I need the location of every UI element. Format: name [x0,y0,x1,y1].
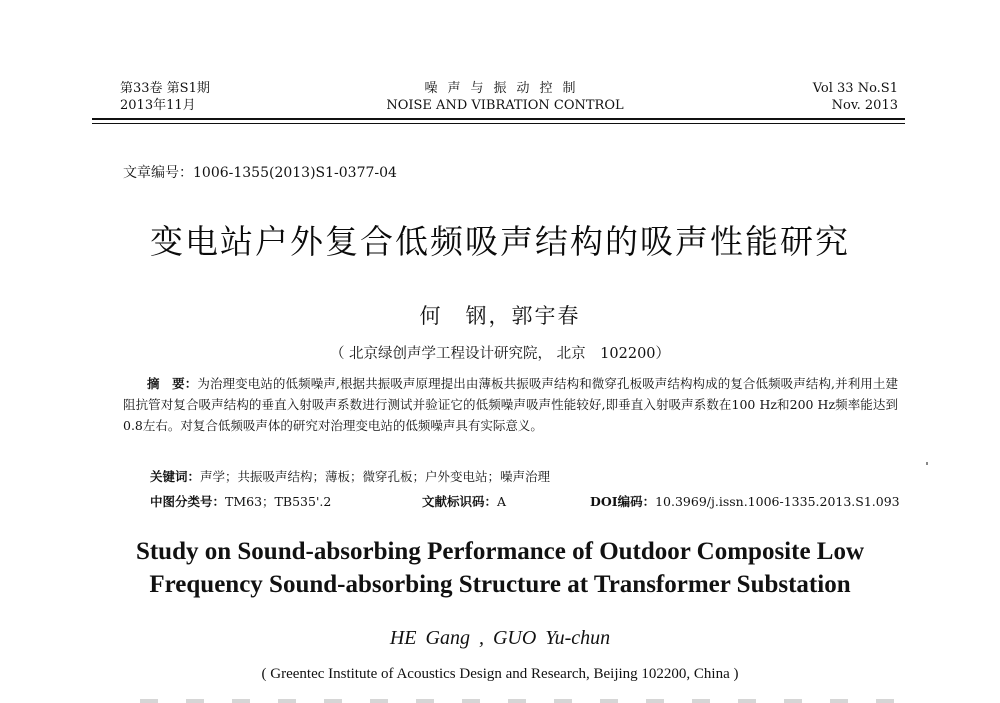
affiliation-english: ( Greentec Institute of Acoustics Design and Research, Beijing 102200, China ) [261,666,739,682]
keywords-text: 声学；共振吸声结构；薄板；微穿孔板；户外变电站；噪声治理 [200,469,551,484]
title-english-line1: Study on Sound-absorbing Performance of Outdoor Composite Low [135,538,865,565]
keywords [150,467,550,485]
volume-issue: 第33卷 第S1期 [120,81,210,96]
header-rule-thin [92,123,905,124]
doc-value: A [497,494,507,509]
header-rule-thick [92,118,905,120]
title-chinese: 变电站户外复合低频吸声结构的吸声性能研究 [150,222,850,261]
abstract [123,373,898,436]
volume-issue-en: Vol 33 No.S1 [812,81,898,96]
journal-volume-info [120,80,210,114]
doi [590,492,900,510]
journal-volume-info-en [813,80,898,114]
next-line-bleed [140,699,900,703]
authors-chinese: 何 钢，郭宇春 [419,304,581,328]
authors-english: HE Gang , GUO Yu-chun [389,627,611,649]
journal-name [360,80,650,114]
article-number: 文章编号：1006-1355(2013)S1-0377-04 [123,165,397,181]
title-english-line2: Frequency Sound-absorbing Structure at Transformer Substation [149,571,851,598]
clc-number [150,492,331,510]
publication-date-cn: 2013年11月 [120,98,196,113]
title-english [0,535,1000,601]
doi-value: 10.3969/j.issn.1006-1335.2013.S1.093 [655,494,900,509]
clc-value: TM63；TB535'.2 [225,494,332,509]
journal-name-en: NOISE AND VIBRATION CONTROL [386,98,624,113]
keywords-label: 关键词： [150,469,201,484]
doi-label: DOI编码： [590,494,656,509]
scan-artifact [926,462,928,465]
publication-date-en: Nov. 2013 [831,98,898,113]
clc-label: 中图分类号： [150,494,226,509]
abstract-text: 为治理变电站的低频噪声,根据共振吸声原理提出由薄板共振吸声结构和微穿孔板吸声结构构成的复合低频吸声结构,并利用土建阻抗管对复合吸声结构的垂直入射吸声系数进行测试并验证它的低频噪声吸声性能较好,即垂直入射吸声系数在100 Hz和200 Hz频率能达到0.8左右。对复合低频吸声体的研究对治理变电站的低频噪声具有实际意义。 [123,376,898,433]
journal-name-cn: 噪声与振动控制 [424,81,586,96]
abstract-label: 摘 要： [147,376,198,391]
affiliation-chinese: （ 北京绿创声学工程设计研究院， 北京 102200） [329,346,671,362]
document-code [422,492,506,510]
doc-label: 文献标识码： [422,494,498,509]
